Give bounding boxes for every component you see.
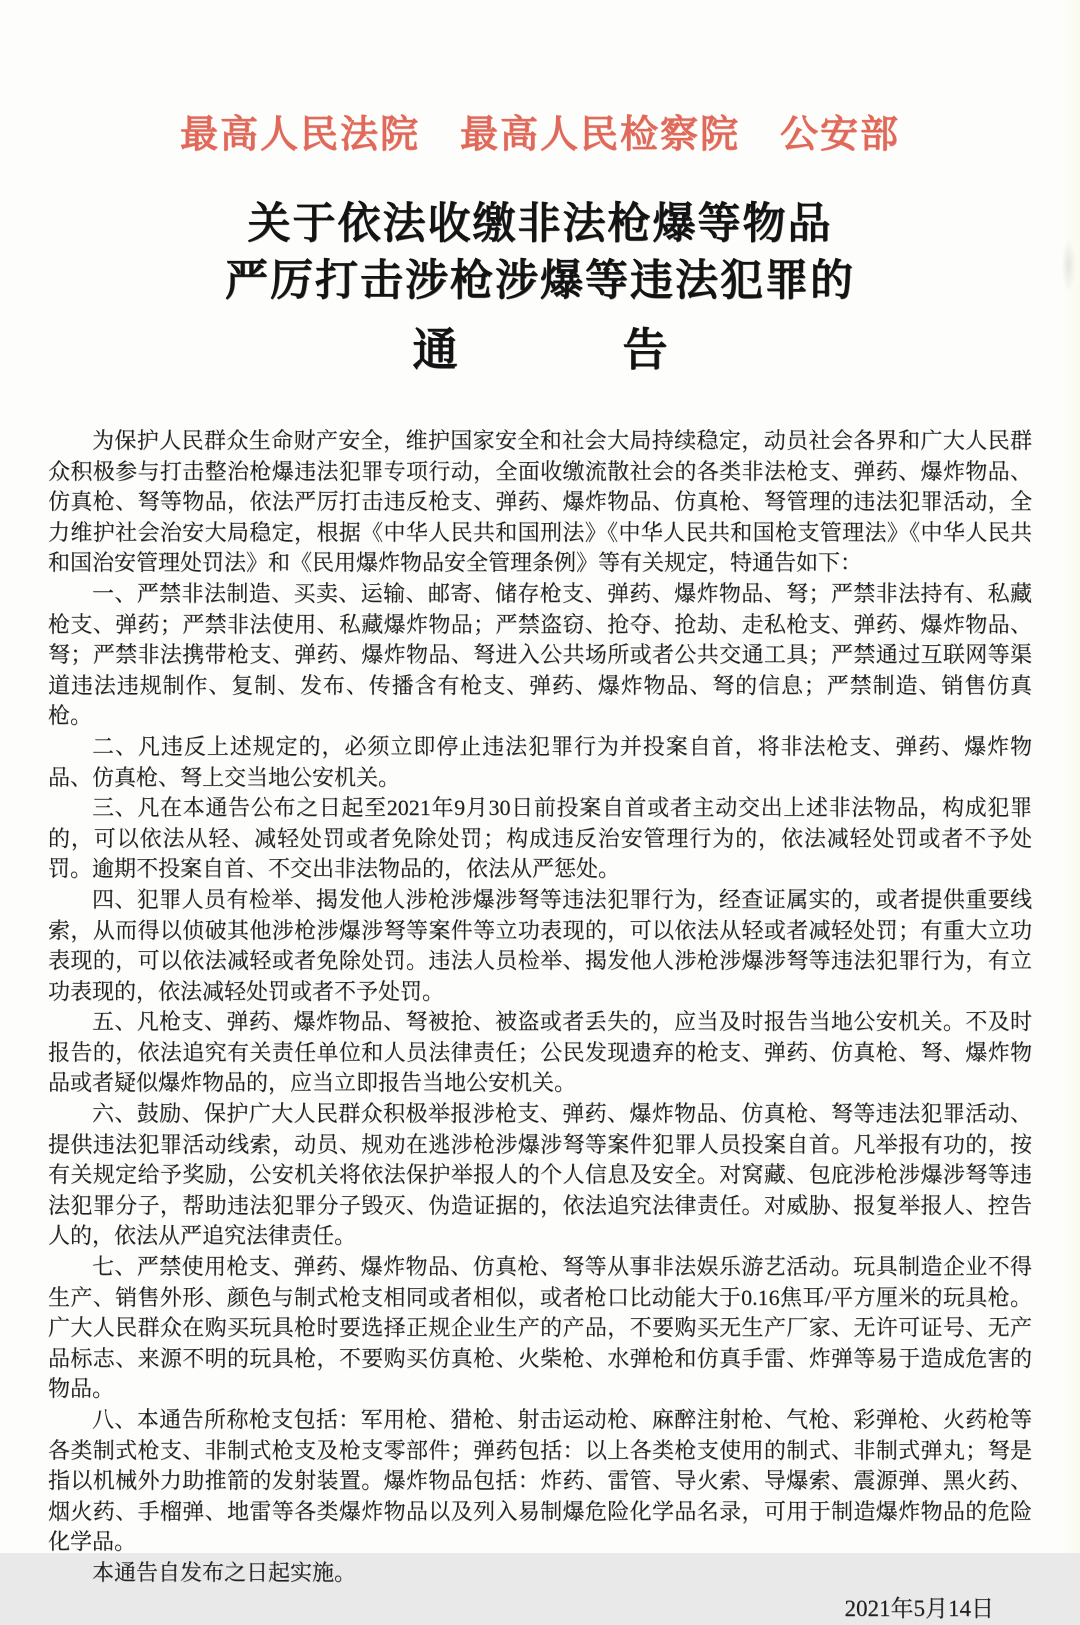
issuer-supreme-court: 最高人民法院 [179, 114, 420, 156]
paragraph-item-1: 一、严禁非法制造、买卖、运输、邮寄、储存枪支、弹药、爆炸物品、弩；严禁非法持有、私藏枪支、弹药；严禁非法使用、私藏爆炸物品；严禁盗窃、抢夺、抢劫、走私枪支、弹药、爆炸物品、弩；严禁非法携带枪支、弹药、爆炸物品、弩进入公共场所或者公共交通工具；严禁通过互联网等渠道违法违规制作、复制、发布、传播含有枪支、弹药、爆炸物品、弩的信息；严禁制造、销售仿真枪。 [48, 580, 1032, 729]
paragraph-item-7: 七、严禁使用枪支、弹药、爆炸物品、仿真枪、弩等从事非法娱乐游艺活动。玩具制造企业不得生产、销售外形、颜色与制式枪支相同或者相似，或者枪口比动能大于0.16焦耳/平方厘米的玩具枪。广大人民群众在购买玩具枪时要选择正规企业生产的产品，不要购买无生产厂家、无许可证号、无产品标志、来源不明的玩具枪，不要购买仿真枪、火柴枪、水弹枪和仿真手雷、炸弹等易于造成危害的物品。 [48, 1254, 1032, 1402]
issue-date: 2021年5月14日 [844, 1595, 994, 1621]
scan-artifact [1062, 238, 1076, 293]
paragraph-item-8: 八、本通告所称枪支包括：军用枪、猎枪、射击运动枪、麻醉注射枪、气枪、彩弹枪、火药枪等各类制式枪支、非制式枪支及枪支零部件；弹药包括：以上各类枪支使用的制式、非制式弹丸；弩是指以机械外力助推箭的发射装置。爆炸物品包括：炸药、雷管、导火索、导爆索、震源弹、黑火药、烟火药、手榴弹、地雷等各类爆炸物品以及列入易制爆危险化学品名录，可用于制造爆炸物品的危险化学品。 [48, 1407, 1032, 1555]
notice-title-line1: 关于依法收缴非法枪爆等物品 [247, 201, 833, 248]
notice-type-char1: 通 [412, 325, 458, 375]
issuing-authorities [48, 112, 1032, 158]
paragraph-item-2: 二、凡违反上述规定的，必须立即停止违法犯罪行为并投案自首，将非法枪支、弹药、爆炸物品、仿真枪、弩上交当地公安机关。 [48, 733, 1032, 790]
notice-title [48, 196, 1032, 310]
notice-type-char2: 告 [622, 325, 668, 375]
paragraph-item-3: 三、凡在本通告公布之日起至2021年9月30日前投案自首或者主动交出上述非法物品，构成犯罪的，可以依法从轻、减轻处罚或者免除处罚；构成违反治安管理行为的，依法减轻处罚或者不予处罚。逾期不投案自首、不交出非法物品的，依法从严惩处。 [48, 795, 1032, 882]
notice-title-line2: 严厉打击涉枪涉爆等违法犯罪的 [225, 258, 855, 305]
paragraph-intro: 为保护人民群众生命财产安全，维护国家安全和社会大局持续稳定，动员社会各界和广大人民群众积极参与打击整治枪爆违法犯罪专项行动，全面收缴流散社会的各类非法枪支、弹药、爆炸物品、仿真枪、弩等物品，依法严厉打击违反枪支、弹药、爆炸物品、仿真枪、弩管理的违法犯罪活动，全力维护社会治安大局稳定，根据《中华人民共和国刑法》《中华人民共和国枪支管理法》《中华人民共和国治安管理处罚法》和《民用爆炸物品安全管理条例》等有关规定，特通告如下： [48, 428, 1032, 576]
issuer-supreme-procuratorate: 最高人民检察院 [459, 114, 740, 156]
paragraph-item-5: 五、凡枪支、弹药、爆炸物品、弩被抢、被盗或者丢失的，应当及时报告当地公安机关。不及时报告的，依法追究有关责任单位和人员法律责任；公民发现遗弃的枪支、弹药、仿真枪、弩、爆炸物品或者疑似爆炸物品的，应当立即报告当地公安机关。 [48, 1009, 1032, 1096]
closing-line: 本通告自发布之日起实施。 [92, 1559, 357, 1585]
paragraph-item-4: 四、犯罪人员有检举、揭发他人涉枪涉爆涉弩等违法犯罪行为，经查证属实的，或者提供重要线索，从而得以侦破其他涉枪涉爆涉弩等案件等立功表现的，可以依法从轻或者减轻处罚；有重大立功表现的，可以依法减轻或者免除处罚。违法人员检举、揭发他人涉枪涉爆涉弩等违法犯罪行为，有立功表现的，依法减轻处罚或者不予处罚。 [48, 886, 1032, 1004]
paragraph-item-6: 六、鼓励、保护广大人民群众积极举报涉枪支、弹药、爆炸物品、仿真枪、弩等违法犯罪活动、提供违法犯罪活动线索，动员、规劝在逃涉枪涉爆涉弩等案件犯罪人员投案自首。凡举报有功的，按有关规定给予奖励，公安机关将依法保护举报人的个人信息及安全。对窝藏、包庇涉枪涉爆涉弩等违法犯罪分子，帮助违法犯罪分子毁灭、伪造证据的，依法追究法律责任。对威胁、报复举报人、控告人的，依法从严追究法律责任。 [48, 1101, 1032, 1249]
notice-body [48, 426, 1032, 1589]
issuer-public-security-ministry: 公安部 [780, 114, 901, 156]
notice-type-heading [48, 324, 1032, 376]
